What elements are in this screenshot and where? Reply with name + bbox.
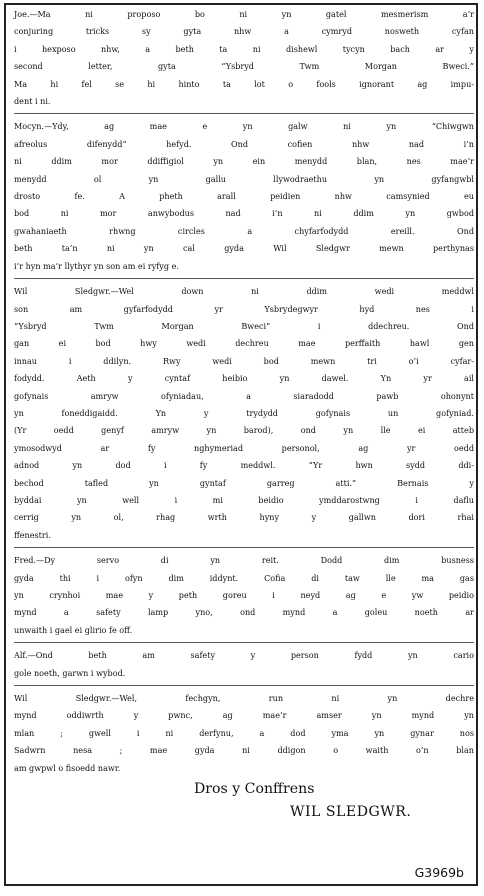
signoff-block — [14, 781, 474, 822]
text-line: ffenestri. — [14, 529, 51, 540]
divider — [14, 547, 474, 548]
text-line: gwahaniaeth rhwng circles a chyfarfodydd ereill. Ond — [14, 225, 474, 236]
text-line: adnod yn dod i fy meddwl. “Yr hwn sydd ddi- — [14, 460, 474, 471]
signature: WIL SLEDGWR. — [290, 804, 412, 821]
text-line: Mocyn.—Ydy, ag mae e yn galw ni yn “Chiwgwn — [14, 121, 474, 132]
text-line: mlan ; gwell i ni derfynu, a dod yma yn gynar nos — [14, 727, 474, 738]
article-column — [14, 6, 474, 822]
text-line: bechod tafled yn gyntaf garreg atti.” Bernais y — [14, 477, 474, 488]
text-line: ymosodwyd ar fy nghymeriad personol, ag yr oedd — [14, 442, 474, 453]
text-line: conjuring tricks sy gyta nhw a cymryd nosweth cyfan — [14, 26, 474, 37]
text-line: Sadwrn nesa ; mae gyda ni ddigon o waith o’n blan — [14, 745, 474, 756]
paragraph-alf — [14, 647, 474, 682]
text-line: menydd ol yn gallu llywodraethu yn gyfangwbl — [14, 173, 474, 184]
text-line: Alf.—Ond beth am safety y person fydd yn cario — [14, 650, 474, 661]
text-line: ni ddim mor ddiffigiol yn ein menydd blan, nes mae’r — [14, 156, 474, 167]
text-line: drosto fe. A pheth arall peidien nhw camsynied eu — [14, 191, 474, 202]
paragraph-fred — [14, 552, 474, 639]
text-line: yn foneddigaidd. Yn y trydydd gofynais un gofyniad. — [14, 407, 474, 418]
text-line: gan ei bod hwy wedi dechreu mae perffaith hawl gen — [14, 338, 474, 349]
text-line: dent i ni. — [14, 96, 51, 107]
text-line: son am gyfarfodydd yr Ysbrydegwyr hyd nes i — [14, 303, 474, 314]
closing-line: Dros y Conffrens — [194, 781, 315, 798]
divider — [14, 642, 474, 643]
text-line: Fred.—Dy servo di yn reit. Dodd dim busness — [14, 555, 474, 566]
text-line: gyda thi i ofyn dim iddynt. Cofia di taw lle ma gas — [14, 572, 474, 583]
text-line: (Yr oedd genyf amryw yn barod), ond yn lle ei atteb — [14, 425, 474, 436]
text-line: cerrig yn ol, rhag wrth hyny y gallwn dori rhai — [14, 512, 474, 523]
text-line: Wil Sledgwr.—Wel, fechgyn, run ni yn dechre — [14, 693, 474, 704]
text-line: afreolus difenydd” hefyd. Ond cofien nhw nad i’n — [14, 138, 474, 149]
text-line: mynd oddiwrth y pwnc, ag mae’r amser yn mynd yn — [14, 710, 474, 721]
text-line: mynd a safety lamp yno, ond mynd a goleu noeth ar — [14, 607, 474, 618]
divider — [14, 113, 474, 114]
text-line: i’r hyn ma’r llythyr yn son am ei ryfyg e. — [14, 260, 179, 271]
paragraph-mocyn — [14, 118, 474, 275]
paragraph-joe — [14, 6, 474, 110]
paragraph-wil-sledgwr-1 — [14, 283, 474, 544]
text-line: gofynais amryw ofyniadau, a siaradodd pawb ohonynt — [14, 390, 474, 401]
divider — [14, 685, 474, 686]
reference-code: G3969b — [414, 865, 464, 880]
text-line: am gwpwl o fisoedd nawr. — [14, 762, 121, 773]
text-line: unwaith i gael ei glirio fe off. — [14, 624, 133, 635]
paragraph-wil-sledgwr-2 — [14, 690, 474, 777]
text-line: gole noeth, garwn i wybod. — [14, 667, 126, 678]
text-line: fodydd. Aeth y cyntaf heibio yn dawel. Yn yr ail — [14, 373, 474, 384]
text-line: byddai yn well i mi beidio ymddarostwng i daflu — [14, 494, 474, 505]
divider — [14, 278, 474, 279]
text-line: yn crynhoi mae y peth goreu i neyd ag e yw peidio — [14, 590, 474, 600]
text-line: beth ta’n ni yn cal gyda Wil Sledgwr mewn perthynas — [14, 243, 474, 254]
text-line: Wil Sledgwr.—Wel down ni ddim wedi meddwl — [14, 286, 474, 297]
text-line: bod ni mor anwybodus nad i’n ni ddim yn gwbod — [14, 208, 474, 219]
text-line: second letter, gyta “Ysbryd Twm Morgan Bweci.” — [14, 61, 474, 72]
text-line: Ma hi fel se hi hinto ta lot o fools ignorant ag impu- — [14, 78, 474, 89]
text-line: i hexposo nhw, a beth ta ni dishewl tycyn bach ar y — [14, 43, 474, 54]
text-line: “Ysbryd Twm Morgan Bweci” i ddechreu. Ond — [14, 320, 474, 331]
text-line: Joe.—Ma ni proposo bo ni yn gatel mesmerism a’r — [14, 9, 474, 19]
text-line: innau i ddilyn. Rwy wedi bod mewn tri o’i cyfar- — [14, 355, 474, 366]
